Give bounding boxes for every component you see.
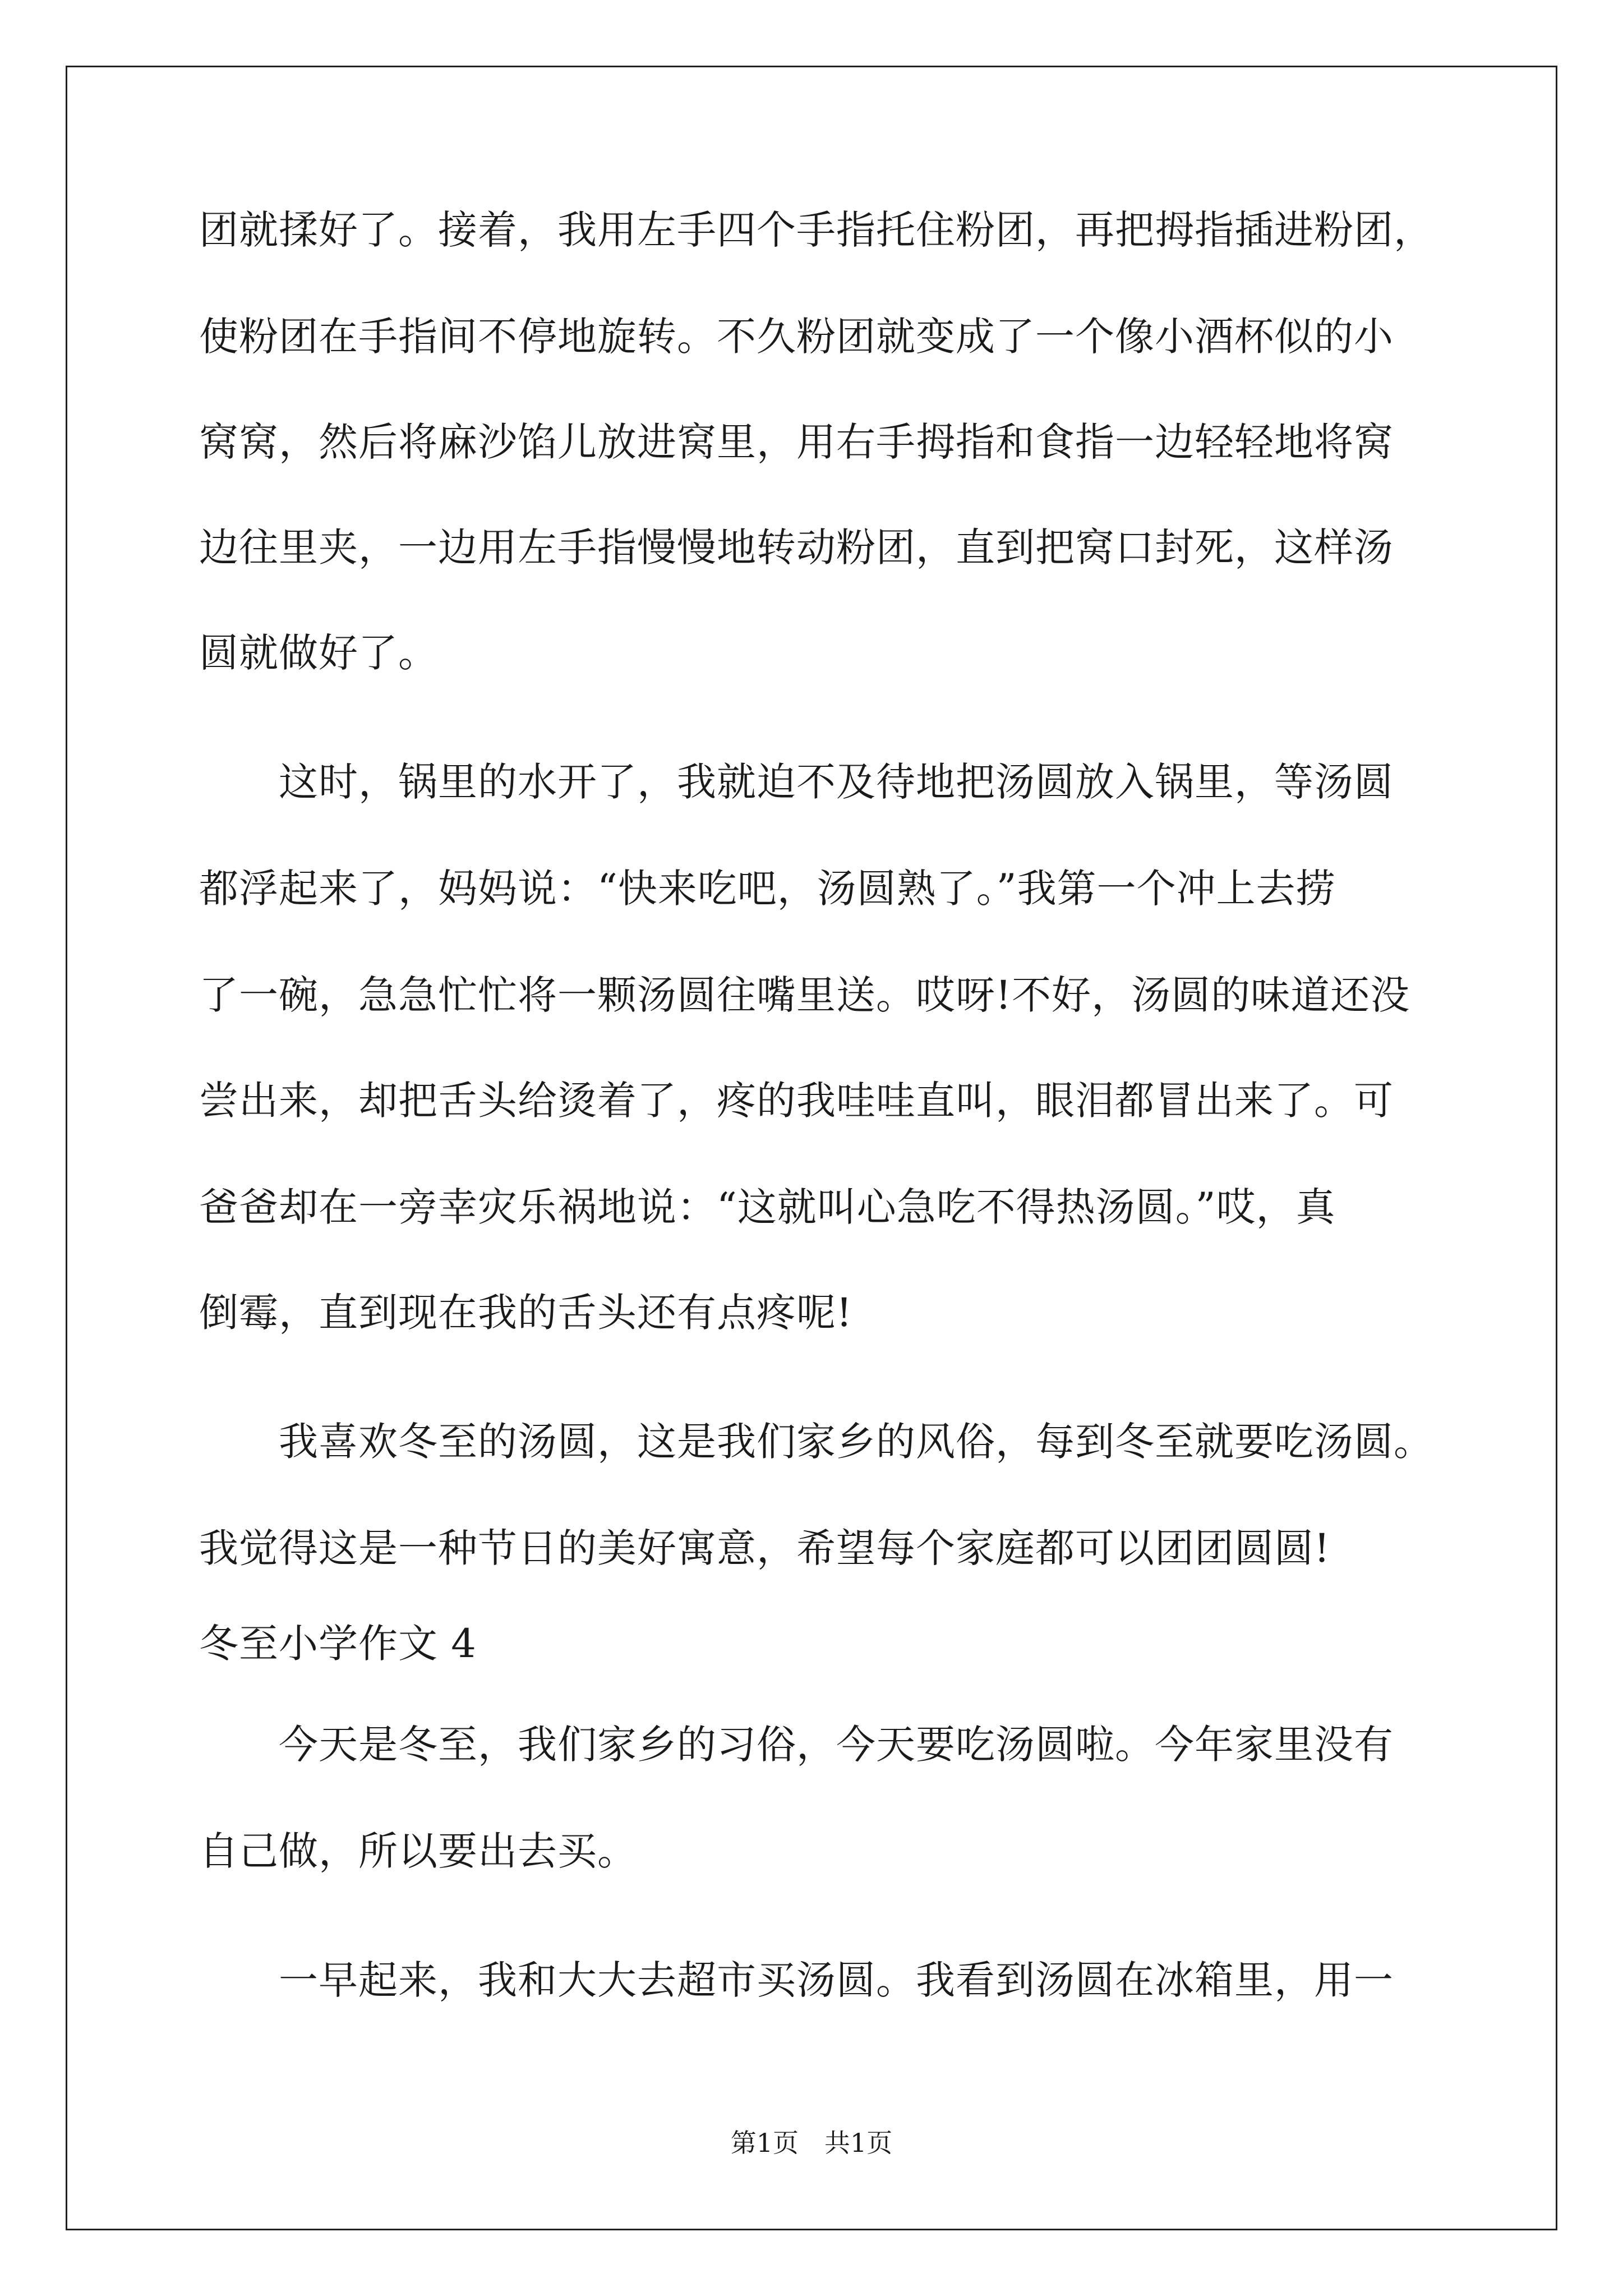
page-border <box>66 66 1557 2230</box>
text-line: 我喜欢冬至的汤圆，这是我们家乡的风俗，每到冬至就要吃汤圆。 <box>199 1419 1433 1465</box>
section-heading: 冬至小学作文 4 <box>199 1621 477 1667</box>
text-line: 尝出来，却把舌头给烫着了，疼的我哇哇直叫，眼泪都冒出来了。可 <box>199 1078 1394 1124</box>
text-line: 倒霉，直到现在我的舌头还有点疼呢! <box>199 1290 853 1336</box>
text-line: 我觉得这是一种节日的美好寓意，希望每个家庭都可以团团圆圆! <box>199 1525 1331 1571</box>
text-line: 窝窝，然后将麻沙馅儿放进窝里，用右手拇指和食指一边轻轻地将窝 <box>199 419 1394 465</box>
text-line: 自己做，所以要出去买。 <box>199 1828 637 1874</box>
text-line: 爸爸却在一旁幸灾乐祸地说：“这就叫心急吃不得热汤圆。”哎，真 <box>199 1184 1336 1230</box>
text-line: 使粉团在手指间不停地旋转。不久粉团就变成了一个像小酒杯似的小 <box>199 314 1394 360</box>
text-line: 了一碗，急急忙忙将一颗汤圆往嘴里送。哎呀!不好，汤圆的味道还没 <box>199 972 1410 1018</box>
text-line: 圆就做好了。 <box>199 630 438 676</box>
text-line: 这时，锅里的水开了，我就迫不及待地把汤圆放入锅里，等汤圆 <box>199 759 1394 805</box>
text-line: 今天是冬至，我们家乡的习俗，今天要吃汤圆啦。今年家里没有 <box>199 1722 1394 1768</box>
text-line: 边往里夹，一边用左手指慢慢地转动粉团，直到把窝口封死，这样汤 <box>199 524 1394 570</box>
text-line: 一早起来，我和大大去超市买汤圆。我看到汤圆在冰箱里，用一 <box>199 1957 1394 2003</box>
page-footer <box>0 2126 1623 2160</box>
page-number-label: 第1页 共1页 <box>730 2128 893 2158</box>
text-line: 团就揉好了。接着，我用左手四个手指托住粉团，再把拇指插进粉团， <box>199 207 1433 253</box>
text-line: 都浮起来了，妈妈说：“快来吃吧，汤圆熟了。”我第一个冲上去捞 <box>199 866 1336 912</box>
